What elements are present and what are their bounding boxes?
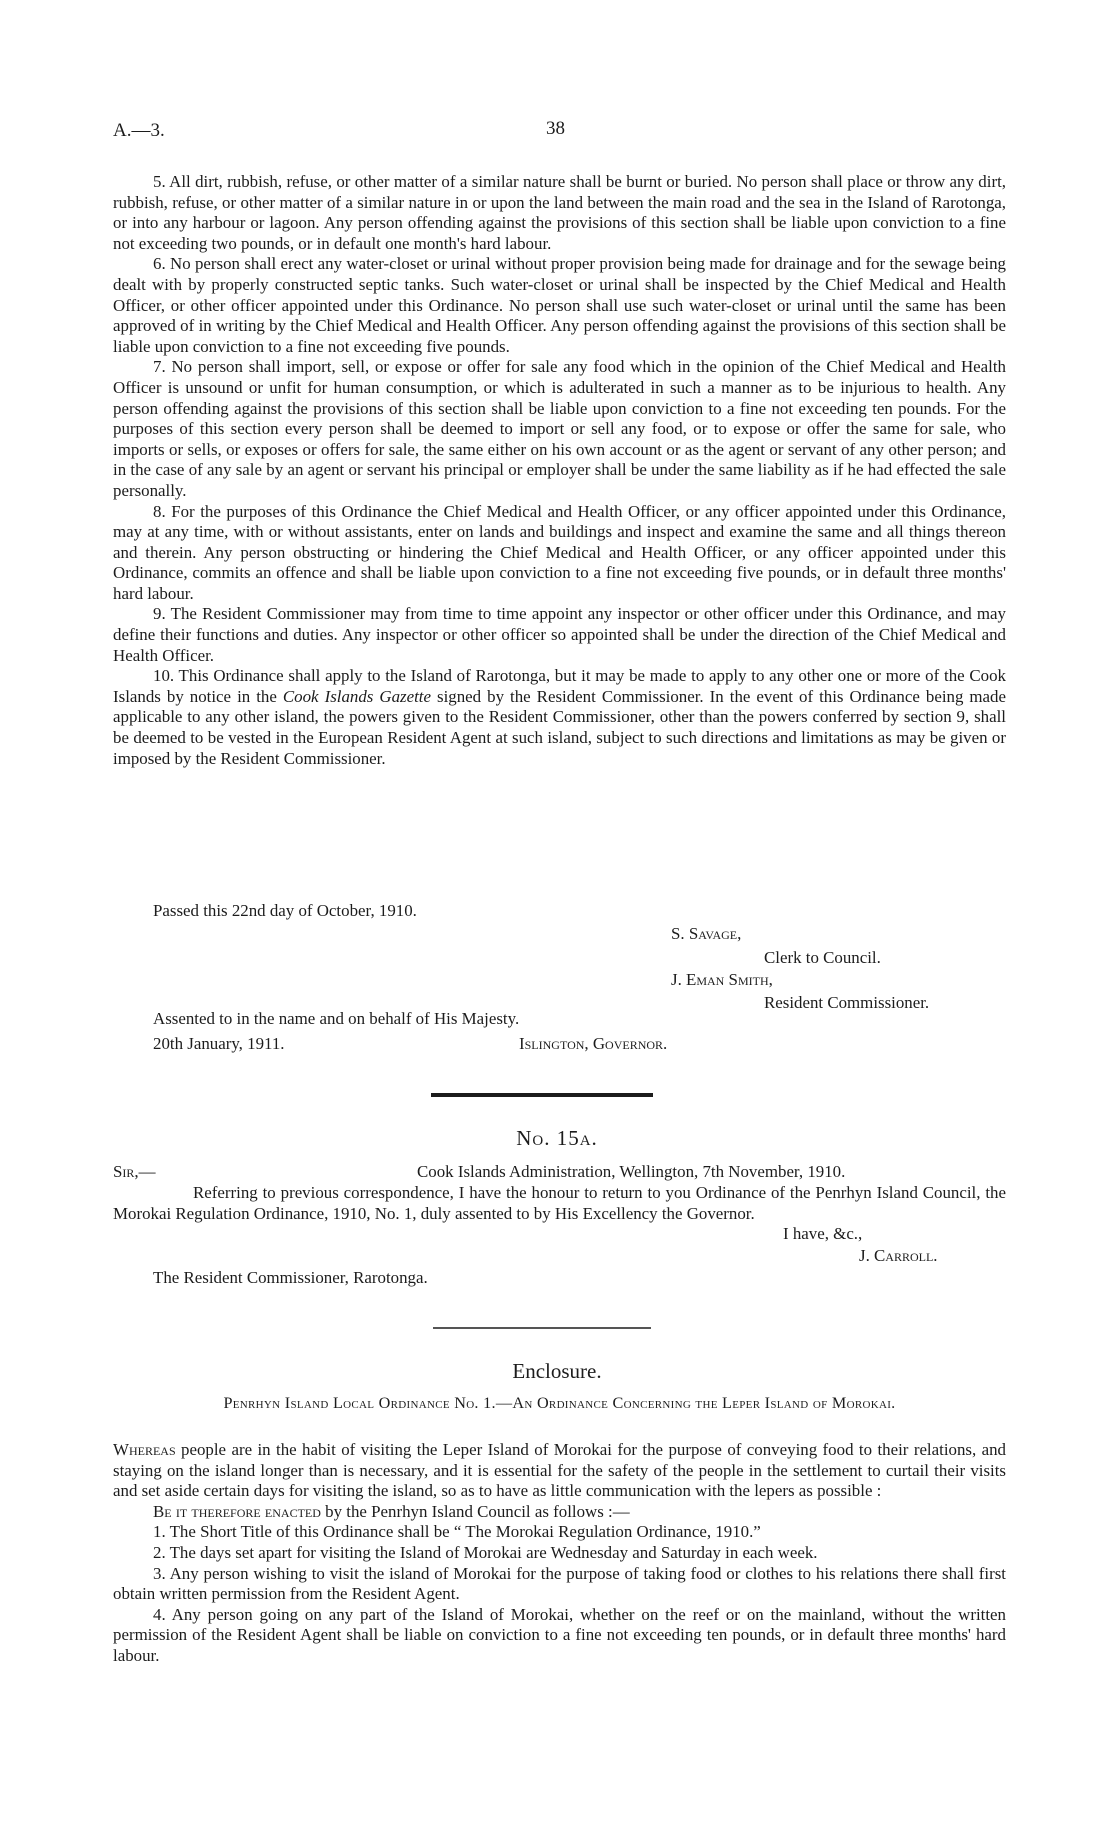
whereas-lead: Whereas (113, 1440, 176, 1459)
whereas-paragraph (113, 1440, 1006, 1502)
letter-addressee: The Resident Commissioner, Rarotonga. (153, 1268, 428, 1287)
letter-paragraph: Referring to previous correspondence, I have the honour to return to you Ordinance of the Penrhyn Island Council, the Morokai Regulation Ordinance, 1910, No. 1, duly assented to by His Excellency the Governor. (113, 1183, 1006, 1223)
signature-savage: S. Savage, (671, 924, 742, 943)
whereas-text: people are in the habit of visiting the Leper Island of Morokai for the purpose of conveying food to their relations, and staying on the island longer than is necessary, and it is essential for the safety of the people in the settlement to curtail their visits and set aside certain days for visiting the island, so as to have as little communication with the lepers as possible : (113, 1440, 1006, 1501)
enclosure-section-4: 4. Any person going on any part of the Island of Morokai, whether on the reef or on the mainland, without the written permission of the Resident Agent shall be liable on conviction to a fine not exceeding ten pounds, or in default three months' hard labour. (113, 1604, 1006, 1665)
letter-heading: No. 15a. (516, 1126, 598, 1150)
letter-signature: J. Carroll. (859, 1246, 938, 1265)
document-reference: A.—3. (113, 120, 165, 141)
section-10-text-b: signed by the Resident Commissioner. In the event of this Ordinance being made applicable to any other island, the powers given to the Resident Commissioner, other than the powers conferred by section 9, shall be deemed to be vested in the European Resident Agent at such island, subject to such directions and limitations as may be given or imposed by the Resident Commissioner. (113, 686, 1006, 768)
enact-lead: Be it therefore enacted (153, 1501, 321, 1521)
signature-savage-title: Clerk to Council. (764, 948, 881, 967)
letter-salutation: Sir,— (113, 1162, 156, 1181)
enclosure-section-2: 2. The days set apart for visiting the Island of Morokai are Wednesday and Saturday in each week. (153, 1542, 818, 1562)
gazette-title: Cook Islands Gazette (282, 686, 431, 706)
section-10-text-a: 10. This Ordinance shall apply to the Island of Rarotonga, but it may be made to apply to any other one or more of the Cook Islands by notice in the (113, 666, 1006, 706)
section-divider-thin (433, 1327, 651, 1329)
section-9: 9. The Resident Commissioner may from time to time appoint any inspector or other officer under this Ordinance, and may define their functions and duties. Any inspector or other officer so appointed shall be under the direction of the Chief Medical and Health Officer. (113, 604, 1006, 665)
page-number: 38 (546, 118, 565, 139)
enclosure-body (113, 1440, 1006, 1667)
section-8: 8. For the purposes of this Ordinance the Chief Medical and Health Officer, or any officer appointed under this Ordinance, may at any time, with or without assistants, enter on lands and buildings and inspect and examine the same and all things thereon and therein. Any person obstructing or hindering the Chief Medical and Health Officer, or any officer appointed under this Ordinance, commits an offence and shall be liable upon conviction to a fine not exceeding five pounds, or in default three months' hard labour. (113, 501, 1006, 603)
enclosure-section-1: 1. The Short Title of this Ordinance shall be “ The Morokai Regulation Ordinance, 1910.” (153, 1522, 761, 1542)
enclosure-heading: Enclosure. (512, 1359, 602, 1383)
section-divider (431, 1093, 653, 1097)
signature-smith: J. Eman Smith, (671, 970, 773, 989)
letter-body (113, 1183, 1006, 1224)
section-7: 7. No person shall import, sell, or expose or offer for sale any food which in the opinion of the Chief Medical and Health Officer is unsound or unfit for human consumption, or which is adulterated in such a manner as to be injurious to health. Any person offending against the provisions of this section shall be liable upon conviction to a fine not exceeding ten pounds. For the purposes of this section every person shall be deemed to import or sell any food, or to expose or offer the same for sale, who imports or sells, or exposes or offers for sale, the same either on his own account or as the agent or servant of any other person; and in the case of any sale by an agent or servant his principal or employer shall be under the same liability as if he had effected the sale personally. (113, 357, 1006, 500)
letter-place-date: Cook Islands Administration, Wellington, 7th November, 1910. (417, 1162, 846, 1181)
passed-date: Passed this 22nd day of October, 1910. (153, 901, 417, 920)
enactment-clause (113, 1502, 1006, 1523)
enact-text: by the Penrhyn Island Council as follows :— (320, 1501, 630, 1521)
letter-closing: I have, &c., (783, 1224, 863, 1243)
assent-date: 20th January, 1911. (153, 1034, 285, 1053)
enclosure-section-3: 3. Any person wishing to visit the island of Morokai for the purpose of taking food or clothes to his relations there shall first obtain written permission from the Resident Agent. (113, 1563, 1006, 1604)
signature-smith-title: Resident Commissioner. (764, 993, 930, 1012)
section-5: 5. All dirt, rubbish, refuse, or other matter of a similar nature shall be burnt or buried. No person shall place or throw any dirt, rubbish, refuse, or other matter of a similar nature in or upon the land between the main road and the sea in the Island of Rarotonga, or into any harbour or lagoon. Any person offending against the provisions of this section shall be liable upon conviction to a fine not exceeding two pounds, or in default one month's hard labour. (113, 172, 1006, 253)
ordinance-title: Penrhyn Island Local Ordinance No. 1.—An Ordinance Concerning the Leper Island of Morokai. (223, 1394, 896, 1412)
governor-signature: Islington, Governor. (519, 1034, 668, 1053)
ordinance-sections (113, 172, 1006, 769)
section-6: 6. No person shall erect any water-closet or urinal without proper provision being made for drainage and for the sewage being dealt with by properly constructed septic tanks. Such water-closet or urinal shall be inspected by the Chief Medical and Health Officer, or other officer appointed under this Ordinance. No person shall use such water-closet or urinal until the same has been approved of in writing by the Chief Medical and Health Officer. Any person offending against the provisions of this section shall be liable upon conviction to a fine not exceeding five pounds. (113, 254, 1006, 356)
section-10 (113, 666, 1006, 769)
assent-statement: Assented to in the name and on behalf of His Majesty. (153, 1009, 520, 1028)
